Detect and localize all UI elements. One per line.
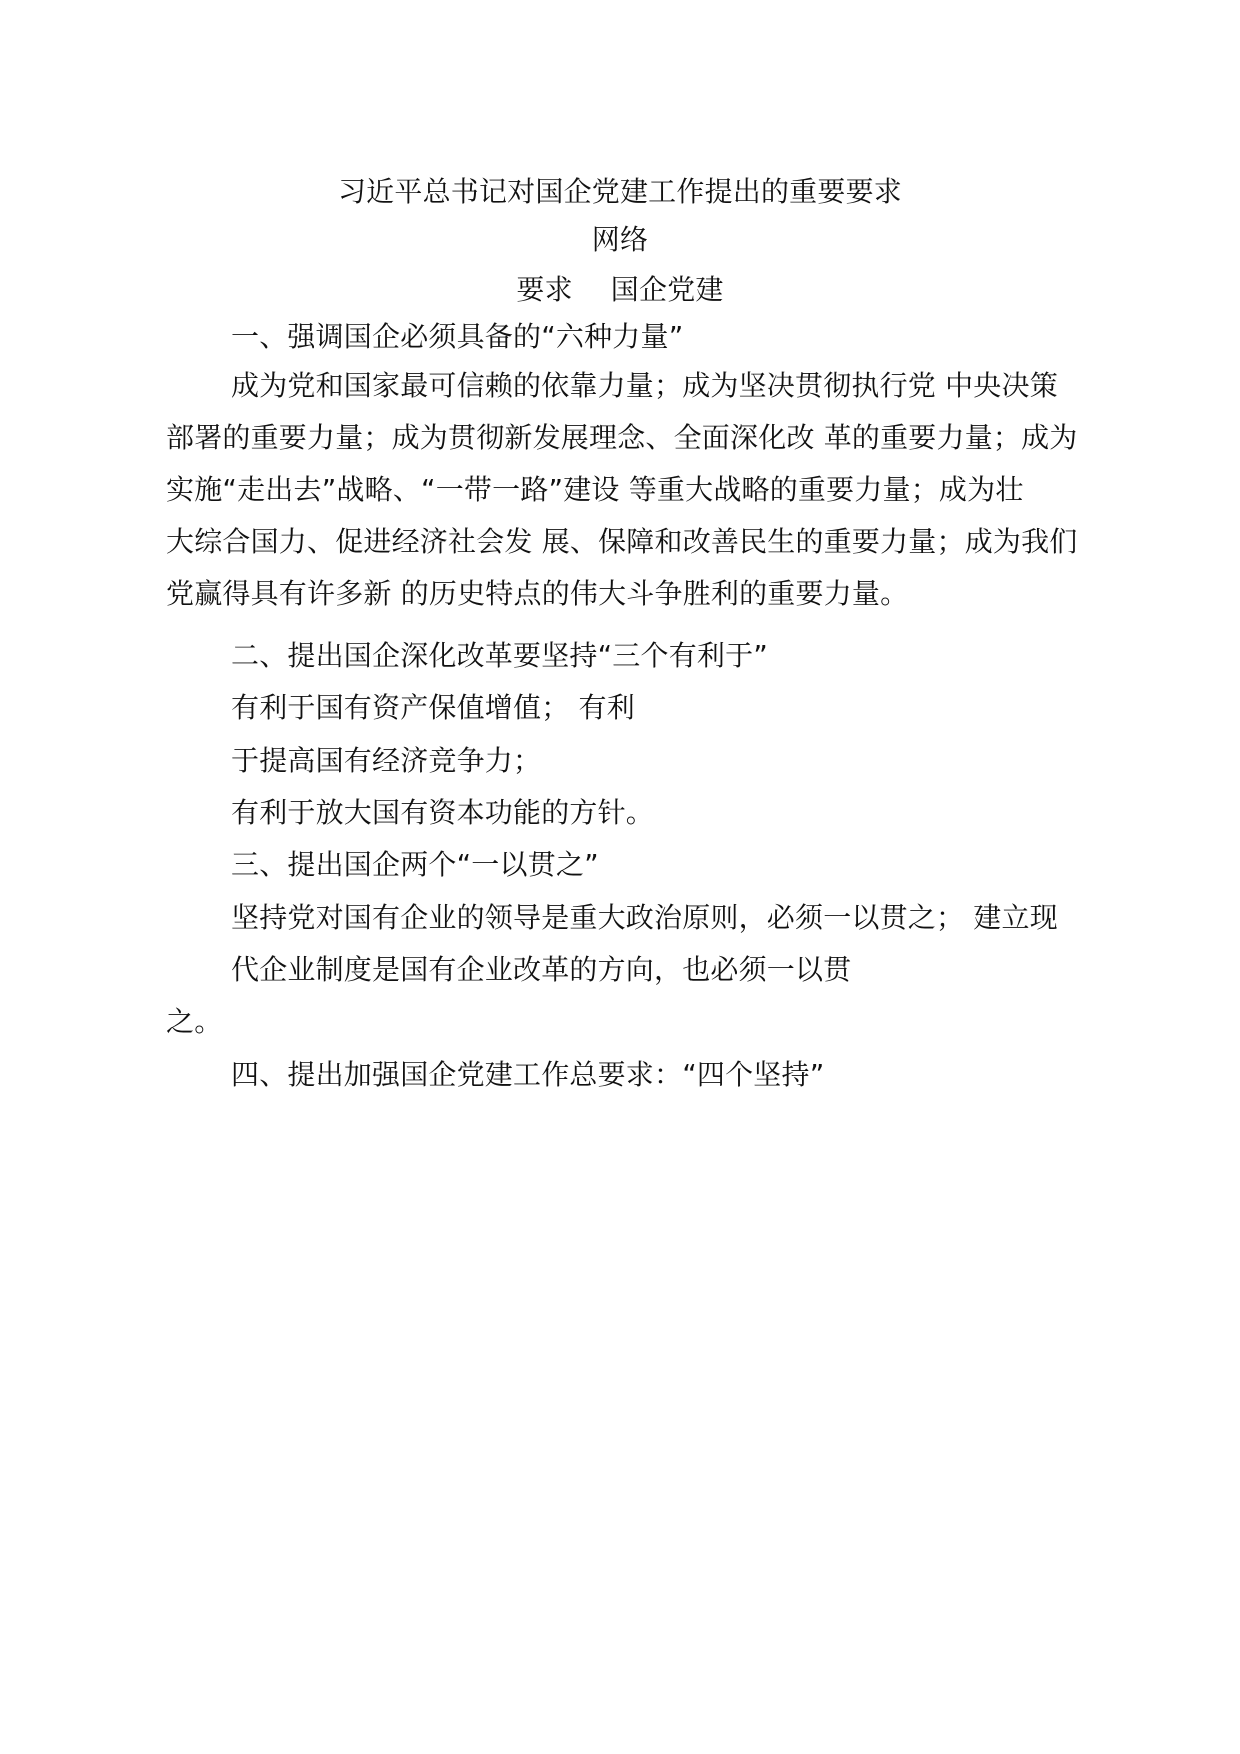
section3-heading: 三、提出国企两个“一以贯之”: [231, 848, 599, 881]
section3-line-2: 代企业制度是国有企业改革的方向，也必须一以贯: [231, 953, 852, 986]
section1-line-2: 部署的重要力量；成为贯彻新发展理念、全面深化改 革的重要力量；成为: [166, 421, 1078, 454]
section1-line-5: 党赢得具有许多新 的历史特点的伟大斗争胜利的重要力量。: [166, 577, 909, 610]
section3-line-1: 坚持党对国有企业的领导是重大政治原则，必须一以贯之； 建立现: [231, 901, 1058, 934]
section1-heading: 一、强调国企必须具备的“六种力量”: [231, 320, 684, 353]
tag-requirement: 要求: [516, 273, 573, 306]
section1-line-3: 实施“走出去”战略、“一带一路”建设 等重大战略的重要力量；成为壮: [166, 473, 1024, 506]
section2-line-2: 于提高国有经济竞争力；: [231, 744, 542, 777]
section2-line-3: 有利于放大国有资本功能的方针。: [231, 796, 655, 829]
document-source: 网络: [591, 223, 649, 256]
section4-heading: 四、提出加强国企党建工作总要求：“四个坚持”: [231, 1058, 825, 1091]
section1-line-4: 大综合国力、促进经济社会发 展、保障和改善民生的重要力量；成为我们: [166, 525, 1078, 558]
section3-line-3: 之。: [166, 1005, 223, 1038]
document-tags: [0, 270, 1240, 310]
section2-line-1: 有利于国有资产保值增值； 有利: [231, 691, 635, 724]
tag-soe-party-building: 国企党建: [610, 273, 724, 306]
section1-line-1: 成为党和国家最可信赖的依靠力量；成为坚决贯彻执行党 中央决策: [231, 369, 1058, 402]
section2-heading: 二、提出国企深化改革要坚持“三个有利于”: [231, 639, 769, 672]
document-title: 习近平总书记对国企党建工作提出的重要要求: [337, 175, 902, 208]
